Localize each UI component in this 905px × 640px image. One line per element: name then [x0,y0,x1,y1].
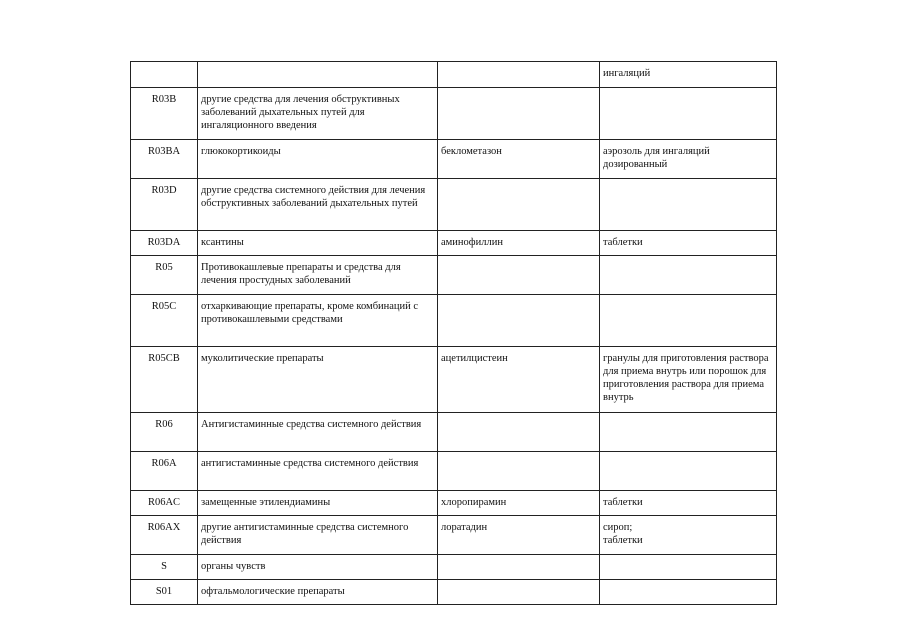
dosage-form-cell [600,491,777,516]
dosage-form-line: сироп; [603,522,633,533]
table-row [131,88,777,140]
drug-list-table [130,61,777,605]
atc-code-cell: R03B [131,88,198,140]
drug-name-cell: аминофиллин [438,231,600,256]
table-row [131,516,777,555]
anatomical-therapeutic-group-cell: офтальмологические препараты [198,580,438,605]
drug-name-cell: ацетилцистеин [438,347,600,413]
dosage-form-cell [600,231,777,256]
anatomical-therapeutic-group-cell [198,62,438,88]
dosage-form-line: гранулы для приготовления раствора для приема внутрь или порошок для приготовления раствора для приема внутрь [603,353,769,403]
dosage-form-line: ингаляций [603,68,651,79]
dosage-form-cell [600,516,777,555]
anatomical-therapeutic-group-cell: другие антигистаминные средства системного действия [198,516,438,555]
dosage-form-line: таблетки [603,497,643,508]
dosage-form-cell [600,555,777,580]
drug-name-cell: хлоропирамин [438,491,600,516]
atc-code-cell: R06AC [131,491,198,516]
atc-code-cell: S01 [131,580,198,605]
anatomical-therapeutic-group-cell: антигистаминные средства системного действия [198,452,438,491]
table-row [131,295,777,347]
atc-code-cell: R03DA [131,231,198,256]
table-row [131,555,777,580]
anatomical-therapeutic-group-cell: ксантины [198,231,438,256]
drug-name-cell: беклометазон [438,140,600,179]
dosage-form-cell [600,256,777,295]
drug-name-cell [438,179,600,231]
atc-code-cell: R06 [131,413,198,452]
table-row [131,452,777,491]
anatomical-therapeutic-group-cell: глюкокортикоиды [198,140,438,179]
drug-name-cell [438,256,600,295]
anatomical-therapeutic-group-cell: Противокашлевые препараты и средства для лечения простудных заболеваний [198,256,438,295]
table-row [131,256,777,295]
dosage-form-line: аэрозоль для ингаляций дозированный [603,146,710,170]
drug-name-cell: лоратадин [438,516,600,555]
table-row [131,580,777,605]
drug-name-cell [438,88,600,140]
dosage-form-line: таблетки [603,237,643,248]
anatomical-therapeutic-group-cell: другие средства для лечения обструктивных заболеваний дыхательных путей для ингаляционного введения [198,88,438,140]
drug-name-cell [438,62,600,88]
drug-name-cell [438,413,600,452]
atc-code-cell: R05 [131,256,198,295]
table-row [131,231,777,256]
dosage-form-cell [600,88,777,140]
table-row [131,140,777,179]
anatomical-therapeutic-group-cell: замещенные этилендиамины [198,491,438,516]
atc-code-cell: R06A [131,452,198,491]
dosage-form-cell [600,62,777,88]
drug-name-cell [438,555,600,580]
drug-name-cell [438,295,600,347]
atc-code-cell [131,62,198,88]
atc-code-cell: R06AX [131,516,198,555]
table-body [131,62,777,605]
atc-code-cell: R03BA [131,140,198,179]
table-row [131,413,777,452]
dosage-form-cell [600,347,777,413]
atc-code-cell: R05CB [131,347,198,413]
anatomical-therapeutic-group-cell: органы чувств [198,555,438,580]
atc-code-cell: R03D [131,179,198,231]
drug-name-cell [438,580,600,605]
table-row [131,347,777,413]
table-row [131,491,777,516]
dosage-form-cell [600,452,777,491]
dosage-form-cell [600,413,777,452]
table-row [131,179,777,231]
anatomical-therapeutic-group-cell: другие средства системного действия для лечения обструктивных заболеваний дыхательных путей [198,179,438,231]
atc-code-cell: S [131,555,198,580]
anatomical-therapeutic-group-cell: отхаркивающие препараты, кроме комбинаций с противокашлевыми средствами [198,295,438,347]
dosage-form-line: таблетки [603,535,643,546]
table-row [131,62,777,88]
dosage-form-cell [600,140,777,179]
dosage-form-cell [600,295,777,347]
drug-name-cell [438,452,600,491]
anatomical-therapeutic-group-cell: муколитические препараты [198,347,438,413]
atc-code-cell: R05C [131,295,198,347]
dosage-form-cell [600,580,777,605]
dosage-form-cell [600,179,777,231]
anatomical-therapeutic-group-cell: Антигистаминные средства системного действия [198,413,438,452]
